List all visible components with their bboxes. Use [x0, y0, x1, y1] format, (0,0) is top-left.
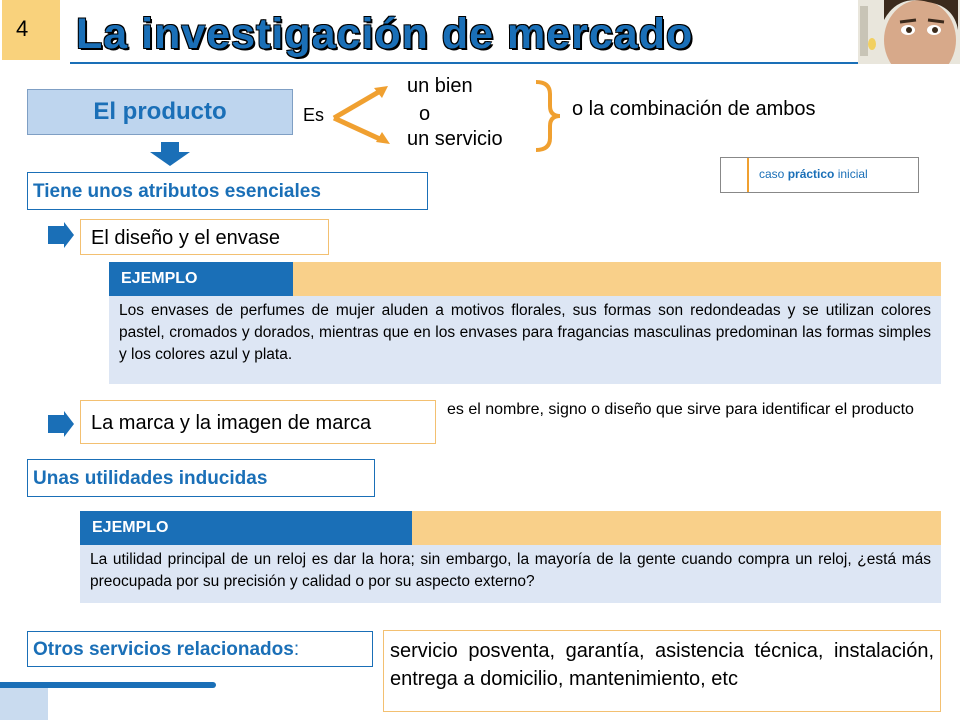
example2-label: EJEMPLO	[80, 511, 412, 545]
option-servicio: un servicio	[407, 128, 503, 150]
other-services-list: servicio posventa, garantía, asistencia técnica, instalación, entrega a domicilio, mantenimiento, etc	[383, 630, 941, 712]
brand-definition: es el nombre, signo o diseño que sirve para identificar el producto	[447, 401, 914, 418]
example2-text: La utilidad principal de un reloj es dar la hora; sin embargo, la mayoría de la gente cuando compra un reloj, ¿está más preocupada por su precisión y calidad o por su aspecto externo?	[80, 545, 941, 603]
pointer-arrow-icon	[48, 222, 74, 248]
header-photo	[858, 0, 960, 64]
curly-brace-icon	[530, 78, 564, 154]
slide-number: 4	[2, 0, 60, 60]
other-services-heading: Otros servicios relacionados:	[27, 631, 373, 667]
down-arrow-icon	[150, 142, 190, 166]
utilities-heading: Unas utilidades inducidas	[27, 459, 375, 497]
attributes-heading: Tiene unos atributos esenciales	[27, 172, 428, 210]
pointer-arrow-icon	[48, 411, 74, 437]
case-study-square	[721, 158, 749, 192]
title-underline	[70, 62, 858, 64]
option-or: o	[419, 103, 431, 125]
design-heading: El diseño y el envase	[80, 219, 329, 255]
combination-text: o la combinación de ambos	[572, 98, 816, 120]
example1-header	[109, 262, 941, 296]
case-study-label: caso práctico inicial	[759, 167, 868, 181]
footer-square	[0, 688, 48, 720]
branch-arrows-icon	[330, 78, 410, 150]
example2-header	[80, 511, 941, 545]
brand-heading: La marca y la imagen de marca	[80, 400, 436, 444]
case-study-tag[interactable]	[720, 157, 919, 193]
es-label: Es	[303, 105, 325, 125]
example1-text: Los envases de perfumes de mujer aluden a motivos florales, sus formas son redondeadas y se utilizan colores pastel, cromados y dorados, mientras que en los envases para fragancias masculinas predominan las formas simples y los colores azul y plata.	[109, 296, 941, 384]
product-box: El producto	[27, 89, 293, 135]
option-bien: un bien	[407, 75, 473, 97]
example1-label: EJEMPLO	[109, 262, 293, 296]
page-title: La investigación de mercado	[76, 10, 694, 58]
